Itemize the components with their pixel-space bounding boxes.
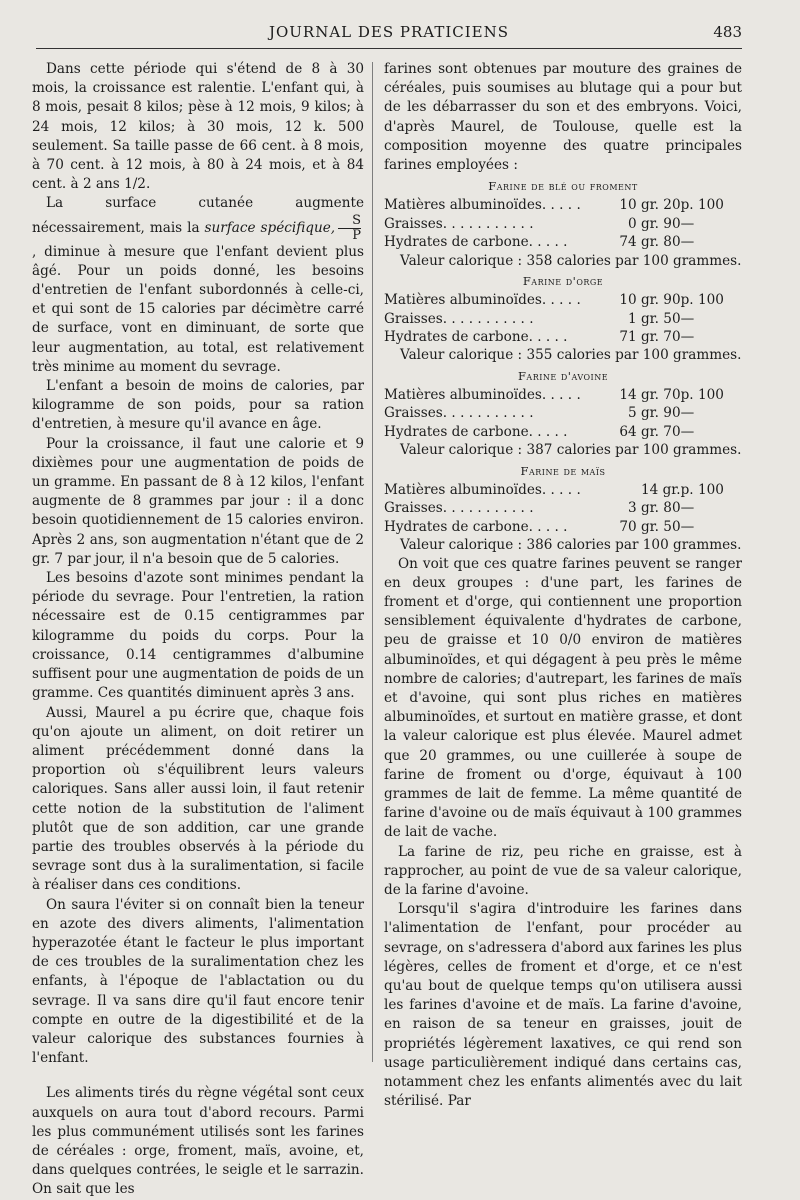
paragraph: Lorsqu'il s'agira d'introduire les farines dans l'alimentation de l'enfant, pour procéder au sevrage, on s'adressera d'abord aux farines les plus légères, celles de froment et d'orge, et ce n'est qu'au bout de quelque temps qu'on utilisera aussi les farines d'avoine et de maïs. La farine d'avoine, en raison de sa teneur en graisses, jouit de propriétés légèrement laxatives, ce qui rend son usage particulièrement indiqué dans certains cas, notamment chez les enfants alimentés avec du lait stérilisé. Par (384, 901, 742, 1110)
paragraph: On saura l'éviter si on connaît bien la teneur en azote des divers aliments, l'alimentation hyperazotée étant le facteur le plus important de ces troubles de la suralimentation chez les enfants, à l'époque de l'ablactation ou du sevrage. Il va sans dire qu'il faut encore tenir compte en outre de la digestibilité et de la valeur calorique des substances fournies à l'enfant. (32, 896, 364, 1067)
left-column (32, 60, 364, 1198)
table-row (384, 291, 742, 309)
row-label: Matières albuminoïdes. . . . . (384, 481, 581, 498)
table-row (384, 310, 742, 328)
paragraph: La farine de riz, peu riche en graisse, est à rapprocher, au point de vue de sa valeur calorique, de la farine d'avoine. (384, 843, 742, 898)
table-title: Farine de blé ou froment (488, 179, 638, 194)
table-row (384, 328, 742, 346)
composition-table (384, 481, 742, 536)
row-unit: — (680, 405, 695, 422)
table-title: Farine de maïs (520, 463, 606, 478)
row-unit: p. 100 (680, 292, 724, 309)
row-value: 10 gr. 90 (619, 292, 681, 309)
fraction (338, 214, 361, 243)
row-value: 1 gr. 50 (627, 310, 681, 327)
text-span: , diminue à mesure que l'enfant devient plus âgé. Pour un poids donné, les besoins d'entretien de l'enfant subordonnés à celle-ci, et qui sont de 15 calories par décimètre carré de surface, vont en diminuant, de sorte que leur augmentation, au total, est relativement très minime au moment du sevrage. (32, 243, 364, 375)
row-value: 70 gr. 50 (619, 518, 681, 535)
row-unit: p. 100 (680, 387, 724, 404)
fraction-numerator: S (352, 212, 362, 228)
paragraph: Pour la croissance, il faut une calorie et 9 dixièmes pour une augmentation de poids de un gramme. En passant de 8 à 12 kilos, l'enfant augmente de 8 grammes par jour : il a donc besoin quotidiennement de 15 calories environ. Après 2 ans, son augmentation n'étant que de 2 gr. 7 par jour, il n'a besoin que de 5 calories. (32, 435, 364, 567)
table-title: Farine d'orge (522, 274, 604, 289)
calorie-value: Valeur calorique : 358 calories par 100 grammes. (400, 252, 742, 269)
row-value: 71 gr. 70 (619, 329, 681, 346)
paragraph: farines sont obtenues par mouture des graines de céréales, puis soumises au blutage qui a pour but de les débarrasser du son et des embryons. Voici, d'après Maurel, de Toulouse, quelle est la composition moyenne des quatre principales farines employées : (384, 61, 742, 174)
row-unit: — (680, 500, 695, 517)
row-unit: — (680, 234, 695, 251)
journal-title: JOURNAL DES PRATICIENS (268, 23, 510, 41)
table-row (384, 423, 742, 441)
row-unit: — (680, 518, 695, 535)
italic-term: surface spécifique, (204, 219, 336, 236)
paragraph: On voit que ces quatre farines peuvent se ranger en deux groupes : d'une part, les farines de froment et d'orge, qui contiennent une proportion sensiblement équivalente d'hydrates de carbone, peu de graisse et 10 0/0 environ de matières albuminoïdes, et qui dégagent à peu près le même nombre de calories; d'autrepart, les farines de maïs et d'avoine, qui sont plus riches en matières albuminoïdes, et surtout en matière grasse, et dont la valeur calorique est plus élevée. Maurel admet que 20 grammes, ou une cuillerée à soupe de farine de froment ou d'orge, équivaut à 100 grammes de lait de femme. La même quantité de farine d'avoine ou de maïs équivaut à 100 grammes de lait de vache. (384, 555, 742, 841)
table-title: Farine d'avoine (517, 368, 609, 383)
row-label: Hydrates de carbone. . . . . (384, 518, 568, 535)
row-unit: p. 100 (680, 197, 724, 214)
row-value: 14 gr. 70 (619, 387, 681, 404)
row-value: 0 gr. 90 (627, 215, 681, 232)
paragraph: L'enfant a besoin de moins de calories, par kilogramme de son poids, pour sa ration d'entretien, à mesure qu'il avance en âge. (32, 378, 364, 433)
composition-table-mais (384, 462, 742, 555)
composition-table (384, 196, 742, 251)
row-label: Hydrates de carbone. . . . . (384, 329, 568, 346)
composition-table (384, 386, 742, 441)
row-value: 3 gr. 80 (627, 500, 681, 517)
table-row (384, 215, 742, 233)
composition-table-orge (384, 272, 742, 365)
table-row (384, 196, 742, 214)
calorie-value: Valeur calorique : 386 calories par 100 grammes. (400, 537, 742, 554)
calorie-value: Valeur calorique : 387 calories par 100 grammes. (400, 442, 742, 459)
table-row (384, 404, 742, 422)
row-label: Hydrates de carbone. . . . . (384, 234, 568, 251)
row-value: 14 gr. (640, 481, 681, 498)
row-label: Matières albuminoïdes. . . . . (384, 387, 581, 404)
paragraph: Les aliments tirés du règne végétal sont ceux auxquels on aura tout d'abord recours. Parmi les plus communément utilisés sont les farines de céréales : orge, froment, maïs, avoine, et, dans quelques contrées, le seigle et le sarrazin. On sait que les (32, 1085, 364, 1198)
row-value: 74 gr. 80 (619, 234, 681, 251)
row-label: Graisses. . . . . . . . . . . (384, 215, 534, 232)
running-header (36, 20, 742, 49)
text-span: La surface cutanée augmente nécessairement, mais la (32, 195, 364, 236)
row-unit: — (680, 215, 695, 232)
row-unit: — (680, 310, 695, 327)
paragraph-surface (32, 194, 364, 377)
fraction-denominator: P (338, 228, 361, 243)
table-row (384, 233, 742, 251)
row-label: Matières albuminoïdes. . . . . (384, 292, 581, 309)
composition-table-avoine (384, 367, 742, 460)
right-column (384, 60, 742, 1110)
row-unit: p. 100 (680, 481, 724, 498)
row-value: 10 gr. 20 (619, 197, 681, 214)
row-unit: — (680, 329, 695, 346)
paragraph: Les besoins d'azote sont minimes pendant la période du sevrage. Pour l'entretien, la ration nécessaire est de 0.15 centigrammes par kilogramme du poids du corps. Pour la croissance, 0.14 centigrammes d'albumine suffisent pour une augmentation de poids de un gramme. Ces quantités diminuent après 3 ans. (32, 570, 364, 702)
calorie-value: Valeur calorique : 355 calories par 100 grammes. (400, 347, 742, 364)
composition-table-ble (384, 177, 742, 270)
table-row (384, 386, 742, 404)
column-divider (372, 62, 373, 1062)
row-label: Matières albuminoïdes. . . . . (384, 197, 581, 214)
row-label: Hydrates de carbone. . . . . (384, 423, 568, 440)
paragraph: Dans cette période qui s'étend de 8 à 30 mois, la croissance est ralentie. L'enfant qui, à 8 mois, pesait 8 kilos; pèse à 12 mois, 9 kilos; à 24 mois, 12 kilos; à 30 mois, 12 k. 500 seulement. Sa taille passe de 66 cent. à 8 mois, à 70 cent. à 12 mois, à 80 à 24 mois, et à 84 cent. à 2 ans 1/2. (32, 61, 364, 193)
row-unit: — (680, 423, 695, 440)
table-row (384, 499, 742, 517)
row-value: 5 gr. 90 (627, 405, 681, 422)
row-label: Graisses. . . . . . . . . . . (384, 405, 534, 422)
composition-table (384, 291, 742, 346)
table-row (384, 518, 742, 536)
table-row (384, 481, 742, 499)
row-value: 64 gr. 70 (619, 423, 681, 440)
row-label: Graisses. . . . . . . . . . . (384, 310, 534, 327)
page-number: 483 (713, 23, 742, 41)
paragraph: Aussi, Maurel a pu écrire que, chaque fois qu'on ajoute un aliment, on doit retirer un aliment précédemment donné dans la proportion où s'équilibrent leurs valeurs caloriques. Sans aller aussi loin, il faut retenir cette notion de la substitution de l'aliment plutôt que de son addition, car une grande partie des troubles observés à la période du sevrage sont dus à la suralimentation, si facile à réaliser dans ces conditions. (32, 704, 364, 894)
row-label: Graisses. . . . . . . . . . . (384, 500, 534, 517)
